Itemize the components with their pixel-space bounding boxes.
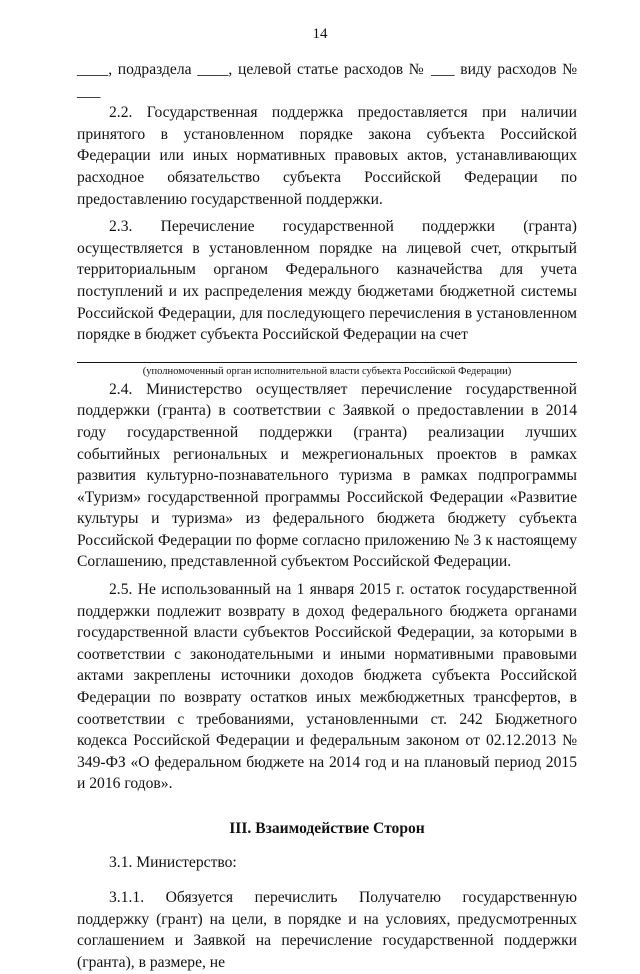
authority-caption: (уполномоченный орган исполнительной власти субъекта Российской Федерации) [142, 365, 512, 377]
paragraph-2-4: 2.4. Министерство осуществляет перечисление государственной поддержки (гранта) в соответствии с Заявкой о предоставлении в 2014 году государственной поддержки (гранта) реализации лучших событийных региональных и межрегиональных проектов в рамках развития культурно-познавательного туризма в рамках подпрограммы «Туризм» государственной программы Российской Федерации «Развитие культуры и туризма» из федерального бюджета бюджету субъекта Российской Федерации по форме согласно приложению № 3 к настоящему Соглашению, представленной субъектом Российской Федерации. [77, 380, 577, 571]
section-heading: III. Взаимодействие Сторон [229, 820, 425, 837]
paragraph-2-2: 2.2. Государственная поддержка предоставляется при наличии принятого в установленном порядке закона субъекта Российской Федерации или иных нормативных правовых актов, устанавливающих расходное обязательство субъекта Российской Федерации по предоставлению государственной поддержки. [77, 104, 577, 208]
budget-classification-line: ____, подраздела ____, целевой статье расходов № ___ виду расходов № ___ [77, 61, 577, 100]
paragraph-3-1-1: 3.1.1. Обязуется перечислить Получателю государственную поддержку (грант) на цели, в порядке и на условиях, предусмотренных соглашением и Заявкой на перечисление государственной поддержки (гранта), в размере, не [77, 889, 577, 971]
paragraph-2-3: 2.3. Перечисление государственной поддержки (гранта) осуществляется в установленном порядке на лицевой счет, открытый территориальным органом Федерального казначейства для учета поступлений и их распределения между бюджетами бюджетной системы Российской Федерации, для последующего перечисления в установленном порядке в бюджет субъекта Российской Федерации на счет [77, 218, 577, 344]
page-number: 14 [312, 26, 328, 42]
paragraph-2-5: 2.5. Не использованный на 1 января 2015 г. остаток государственной поддержки подлежит возврату в доход федерального бюджета органами государственной власти субъектов Российской Федерации, за которыми в соответствии с законодательными и иными нормативными правовыми актами закреплены источники доходов бюджета субъекта Российской Федерации по возврату остатков иных межбюджетных трансфертов, в соответствии с требованиями, установленными ст. 242 Бюджетного кодекса Российской Федерации и федеральным законом от 02.12.2013 № 349-ФЗ «О федеральном бюджете на 2014 год и на плановый период 2015 и 2016 годов». [77, 581, 577, 793]
account-blank-line [77, 356, 577, 363]
document-body [77, 59, 577, 974]
paragraph-3-1: 3.1. Министерство: [109, 853, 237, 871]
